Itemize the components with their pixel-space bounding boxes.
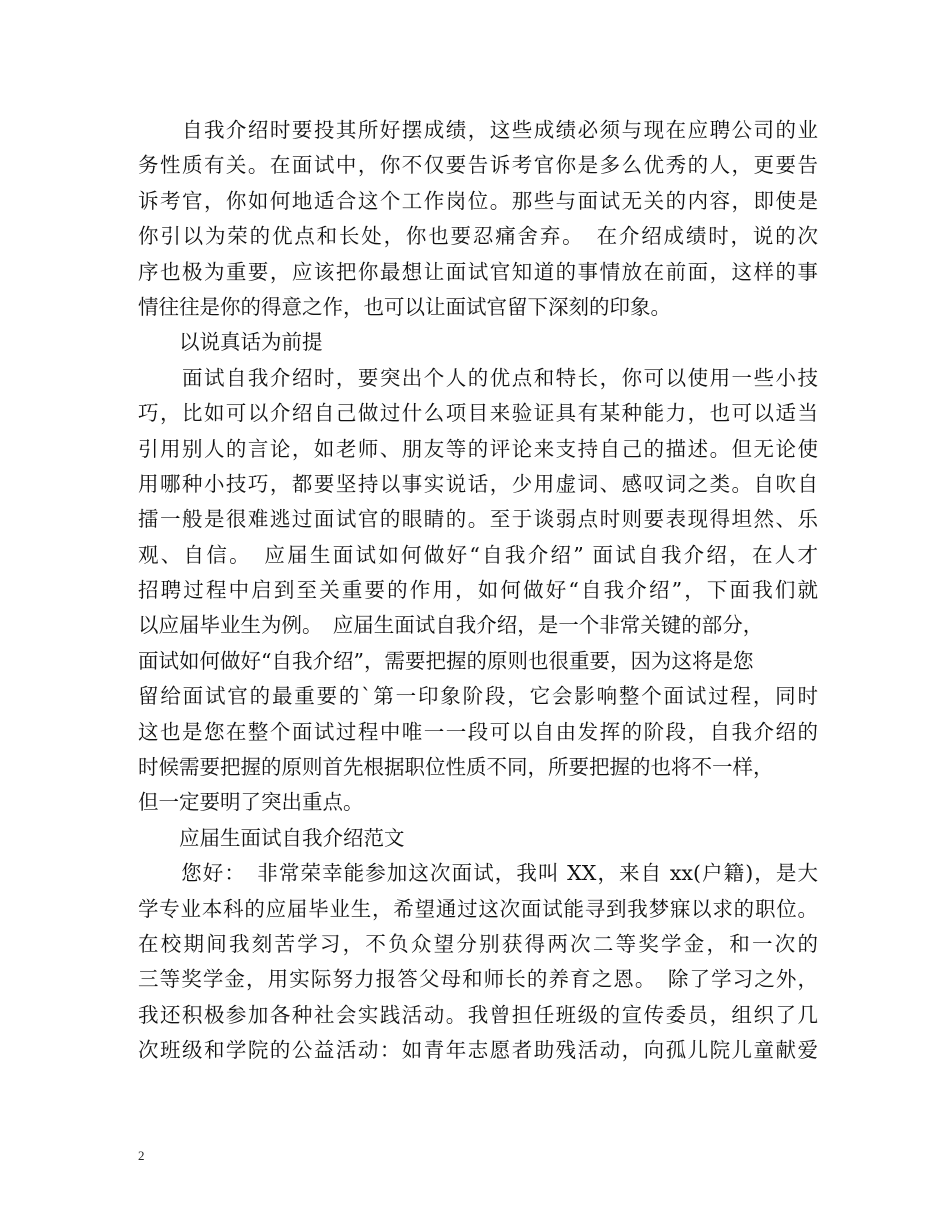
text-line: 时候需要把握的原则首先根据职位性质不同，所要把握的也将不一样，	[138, 755, 774, 780]
text-line: 观、自信。 应届生面试如何做好“自我介绍” 面试自我介绍，在人才	[138, 542, 818, 567]
text-line: 面试自我介绍时，要突出个人的优点和特长，你可以使用一些小技	[138, 365, 818, 390]
text-line: 擂一般是很难逃过面试官的眼睛的。至于谈弱点时则要表现得坦然、乐	[138, 507, 818, 532]
text-line: 引用别人的言论，如老师、朋友等的评论来支持自己的描述。但无论使	[138, 436, 818, 461]
section-heading: 以说真话为前提	[138, 330, 323, 355]
text-line: 次班级和学院的公益活动：如青年志愿者助残活动，向孤儿院儿童献爱	[138, 1038, 818, 1063]
text-line: 以应届毕业生为例。 应届生面试自我介绍，是一个非常关键的部分，	[138, 613, 764, 638]
section-heading: 应届生面试自我介绍范文	[138, 825, 405, 850]
text-line: 学专业本科的应届毕业生，希望通过这次面试能寻到我梦寐以求的职位。	[138, 896, 818, 921]
text-line: 您好： 非常荣幸能参加这次面试，我叫 XX，来自 xx(户籍)，是大	[138, 861, 818, 886]
text-line: 在校期间我刻苦学习，不负众望分别获得两次二等奖学金，和一次的	[138, 931, 818, 956]
text-line: 留给面试官的最重要的`第一印象阶段，它会影响整个面试过程，同时	[138, 684, 818, 709]
text-line: 招聘过程中启到至关重要的作用，如何做好“自我介绍”，下面我们就	[138, 578, 818, 603]
page-number: 2	[138, 1148, 145, 1163]
text-line: 三等奖学金，用实际努力报答父母和师长的养育之恩。 除了学习之外，	[138, 967, 818, 992]
text-line: 情往往是你的得意之作，也可以让面试官留下深刻的印象。	[138, 294, 671, 319]
text-line: 序也极为重要，应该把你最想让面试官知道的事情放在前面，这样的事	[138, 259, 818, 284]
text-line: 诉考官，你如何地适合这个工作岗位。那些与面试无关的内容，即使是	[138, 188, 818, 213]
text-line: 自我介绍时要投其所好摆成绩，这些成绩必须与现在应聘公司的业	[138, 118, 818, 142]
text-line: 但一定要明了突出重点。	[138, 790, 364, 815]
text-line: 这也是您在整个面试过程中唯一一段可以自由发挥的阶段，自我介绍的	[138, 719, 818, 744]
text-line: 面试如何做好“自我介绍”，需要把握的原则也很重要，因为这将是您	[138, 648, 754, 673]
text-line: 务性质有关。在面试中，你不仅要告诉考官你是多么优秀的人，更要告	[138, 153, 818, 178]
text-line: 你引以为荣的优点和长处，你也要忍痛舍弃。 在介绍成绩时，说的次	[138, 224, 818, 249]
text-line: 我还积极参加各种社会实践活动。我曾担任班级的宣传委员，组织了几	[138, 1002, 818, 1027]
document-body	[138, 113, 818, 1069]
text-line: 巧，比如可以介绍自己做过什么项目来验证具有某种能力，也可以适当	[138, 401, 818, 426]
text-line: 用哪种小技巧，都要坚持以事实说话，少用虚词、感叹词之类。自吹自	[138, 471, 818, 496]
